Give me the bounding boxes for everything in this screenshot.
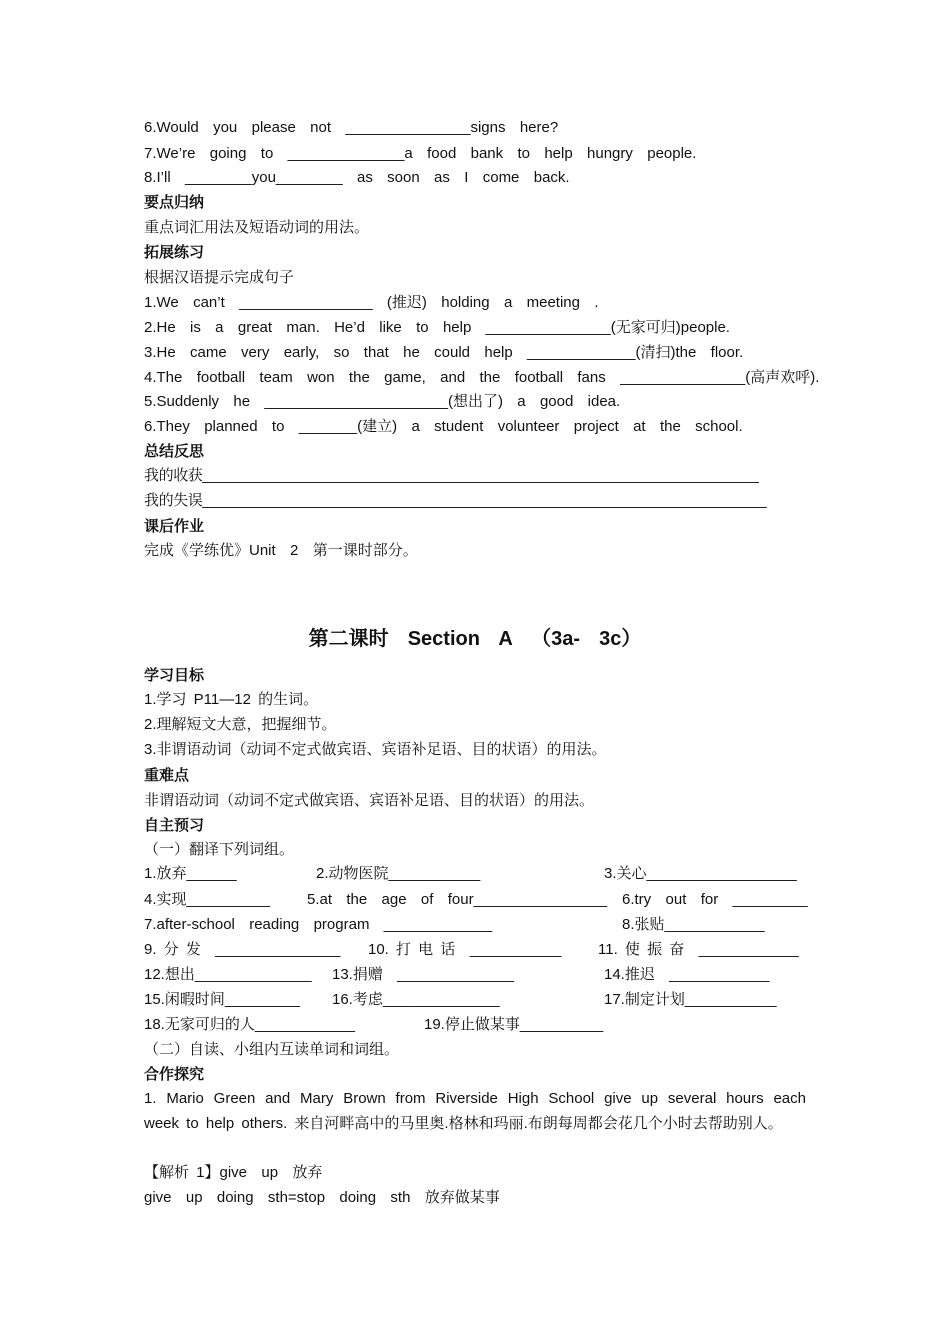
vocab-item: 16.考虑______________ [332, 991, 500, 1008]
reflection-loss: 我的失误_______________________________________________________________________ [144, 492, 767, 509]
vocab-item: 1.放弃______ [144, 865, 237, 882]
goal-item: 2.理解短文大意，把握细节。 [144, 716, 337, 733]
preview-sub2: （二）自读、小组内互读单词和词组。 [144, 1041, 400, 1058]
goal-item: 1.学习 P11—12 的生词。 [144, 691, 319, 708]
section-title: 第二课时 Section A （3a- 3c） [308, 628, 642, 650]
analysis-note: give up doing sth=stop doing sth 放弃做某事 [144, 1189, 500, 1206]
reflection-gain: 我的收获______________________________________________________________________ [144, 467, 759, 484]
vocab-item: 11. 使 振 奋 ____________ [598, 941, 799, 958]
extension-item: 2.He is a great man. He’d like to help _______________(无家可归)people. [144, 319, 730, 336]
extension-heading: 拓展练习 [144, 244, 205, 261]
vocab-item: 18.无家可归的人____________ [144, 1016, 355, 1033]
fill-line-8: 8.I’ll ________you________ as soon as I come back. [144, 169, 570, 186]
vocab-item: 19.停止做某事__________ [424, 1016, 604, 1033]
vocab-item: 8.张贴____________ [622, 916, 765, 933]
reflection-heading: 总结反思 [144, 443, 205, 460]
vocab-item: 7.after-school reading program _____________ [144, 916, 493, 933]
vocab-item: 3.关心__________________ [604, 865, 797, 882]
fill-line-7: 7.We’re going to ______________a food bank to help hungry people. [144, 145, 697, 162]
extension-item: 6.They planned to _______(建立) a student volunteer project at the school. [144, 418, 743, 435]
fill-line-6: 6.Would you please not _______________signs here? [144, 119, 559, 136]
extension-instruction: 根据汉语提示完成句子 [144, 269, 295, 286]
cooperation-paragraph: 1. Mario Green and Mary Brown from Riverside High School give up several hours each week to help others. 来自河畔高中的马里奥.格林和玛丽.布朗每周都会花几个小时去帮助别人。 [144, 1090, 806, 1132]
key-points-heading: 要点归纳 [144, 194, 205, 211]
analysis-label: 【解析 1】give up 放弃 [144, 1164, 323, 1181]
difficulty-heading: 重难点 [144, 767, 190, 784]
extension-item: 4.The football team won the game, and the football fans _______________(高声欢呼). [144, 369, 820, 386]
vocab-item: 14.推迟 ____________ [604, 966, 770, 983]
vocab-item: 12.想出______________ [144, 966, 312, 983]
vocab-item: 9. 分 发 _______________ [144, 941, 341, 958]
vocab-item: 17.制定计划___________ [604, 991, 777, 1008]
preview-heading: 自主预习 [144, 817, 205, 834]
vocab-item: 13.捐赠 ______________ [332, 966, 514, 983]
vocab-item: 10. 打 电 话 ___________ [368, 941, 562, 958]
preview-sub1: （一）翻译下列词组。 [144, 841, 295, 858]
vocab-item: 15.闲暇时间_________ [144, 991, 300, 1008]
extension-item: 3.He came very early, so that he could help _____________(清扫)the floor. [144, 344, 744, 361]
goals-heading: 学习目标 [144, 667, 205, 684]
difficulty-text: 非谓语动词（动词不定式做宾语、宾语补足语、目的状语）的用法。 [144, 792, 595, 809]
goal-item: 3.非谓语动词（动词不定式做宾语、宾语补足语、目的状语）的用法。 [144, 741, 607, 758]
vocab-item: 6.try out for _________ [622, 891, 808, 908]
homework-heading: 课后作业 [144, 518, 205, 535]
vocab-item: 4.实现__________ [144, 891, 270, 908]
cooperation-heading: 合作探究 [144, 1066, 205, 1083]
vocab-item: 5.at the age of four________________ [307, 891, 608, 908]
vocab-item: 2.动物医院___________ [316, 865, 481, 882]
extension-item: 1.We can’t ________________ (推迟) holding a meeting . [144, 294, 599, 311]
homework-text: 完成《学练优》Unit 2 第一课时部分。 [144, 542, 418, 559]
key-points-text: 重点词汇用法及短语动词的用法。 [144, 219, 370, 236]
extension-item: 5.Suddenly he ______________________(想出了) a good idea. [144, 393, 621, 410]
